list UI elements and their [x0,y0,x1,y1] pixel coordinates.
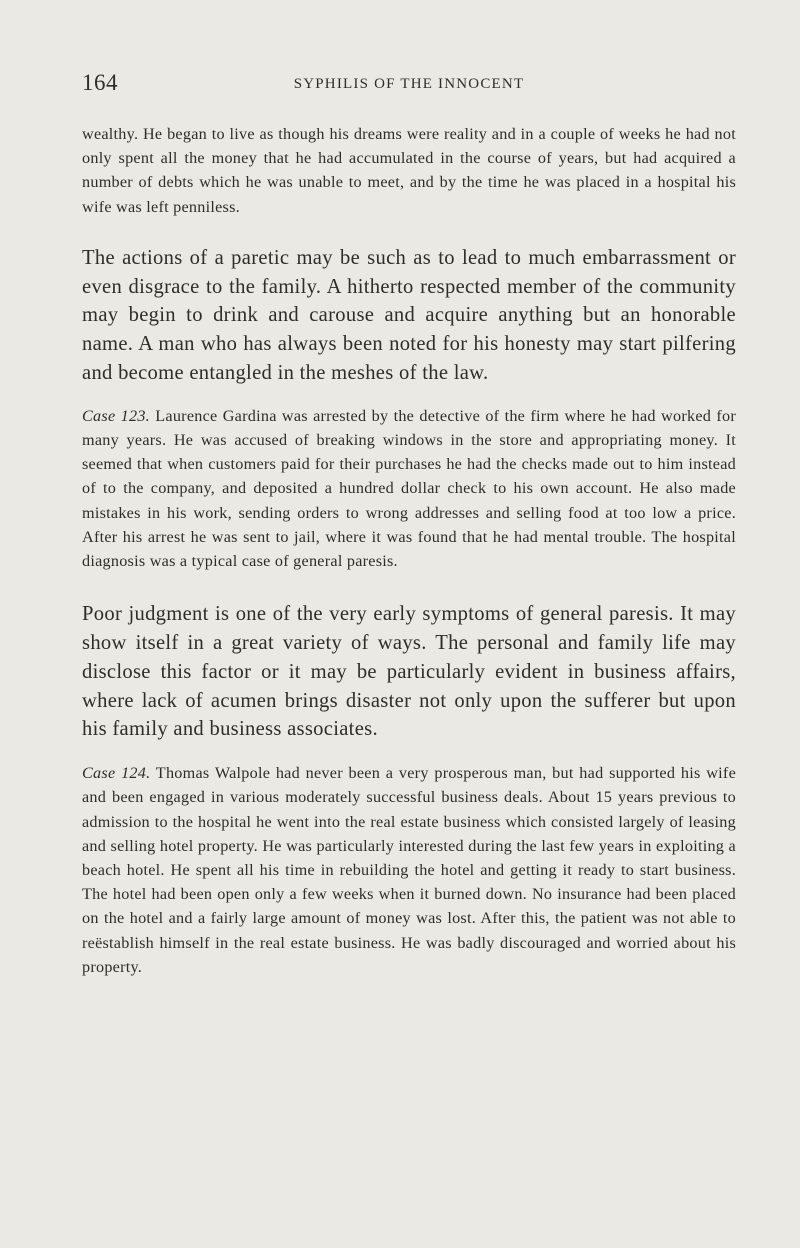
paragraph-paretic-actions: The actions of a paretic may be such as to lead to much embarrassment or even disgrace to the family. A hitherto respected member of the community may begin to drink and carouse and acquire anything but an honorable name. A man who has always been noted for his honesty may start pilfering and become entangled in the meshes of the law. [82,246,736,384]
paragraph-continued: wealthy. He began to live as though his dreams were reality and in a couple of weeks he had not only spent all the money that he had accumulated in the course of years, but had acquired a number of debts which he was unable to meet, and by the time he was placed in a hospital his wife was left penniless. [82,125,736,216]
paragraph-poor-judgment: Poor judgment is one of the very early symptoms of general paresis. It may show itself in a great variety of ways. The personal and family life may disclose this factor or it may be particularly evident in business affairs, where lack of acumen brings disaster not only upon the sufferer but upon his family and business associates. [82,603,736,741]
case-123-label: Case 123. [82,406,150,425]
case-123-text: Laurence Gardina was arrested by the detective of the firm where he had worked for many years. He was accused of breaking windows in the store and appropriating money. It seemed that when customers paid for their purchases he had the checks made out to him instead of to the company, and deposited a hundred dollar check to his own account. He also made mistakes in his work, sending orders to wrong addresses and selling food at too low a price. After his arrest he was sent to jail, where it was found that he had mental trouble. The hospital diagnosis was a typical case of general paresis. [82,406,736,571]
running-head [82,70,736,110]
page-number: 164 [82,70,118,95]
book-page [82,70,736,979]
case-124-text: Thomas Walpole had never been a very prosperous man, but had supported his wife and been engaged in various moderately successful business deals. About 15 years previous to admission to the hospital he went into the real estate business which consisted largely of leasing and selling hotel property. He was particularly interested during the last few years in exploiting a beach hotel. He spent all his time in rebuilding the hotel and getting it ready to start business. The hotel had been open only a few weeks when it burned down. No insurance had been placed on the hotel and a fairly large amount of money was lost. After this, the patient was not able to reëstablish himself in the real estate business. He was badly discouraged and worried about his property. [82,764,737,976]
case-123-paragraph [82,404,736,573]
running-title: SYPHILIS OF THE INNOCENT [293,76,525,92]
case-124-paragraph [82,761,736,979]
case-124-label: Case 124. [82,764,151,783]
